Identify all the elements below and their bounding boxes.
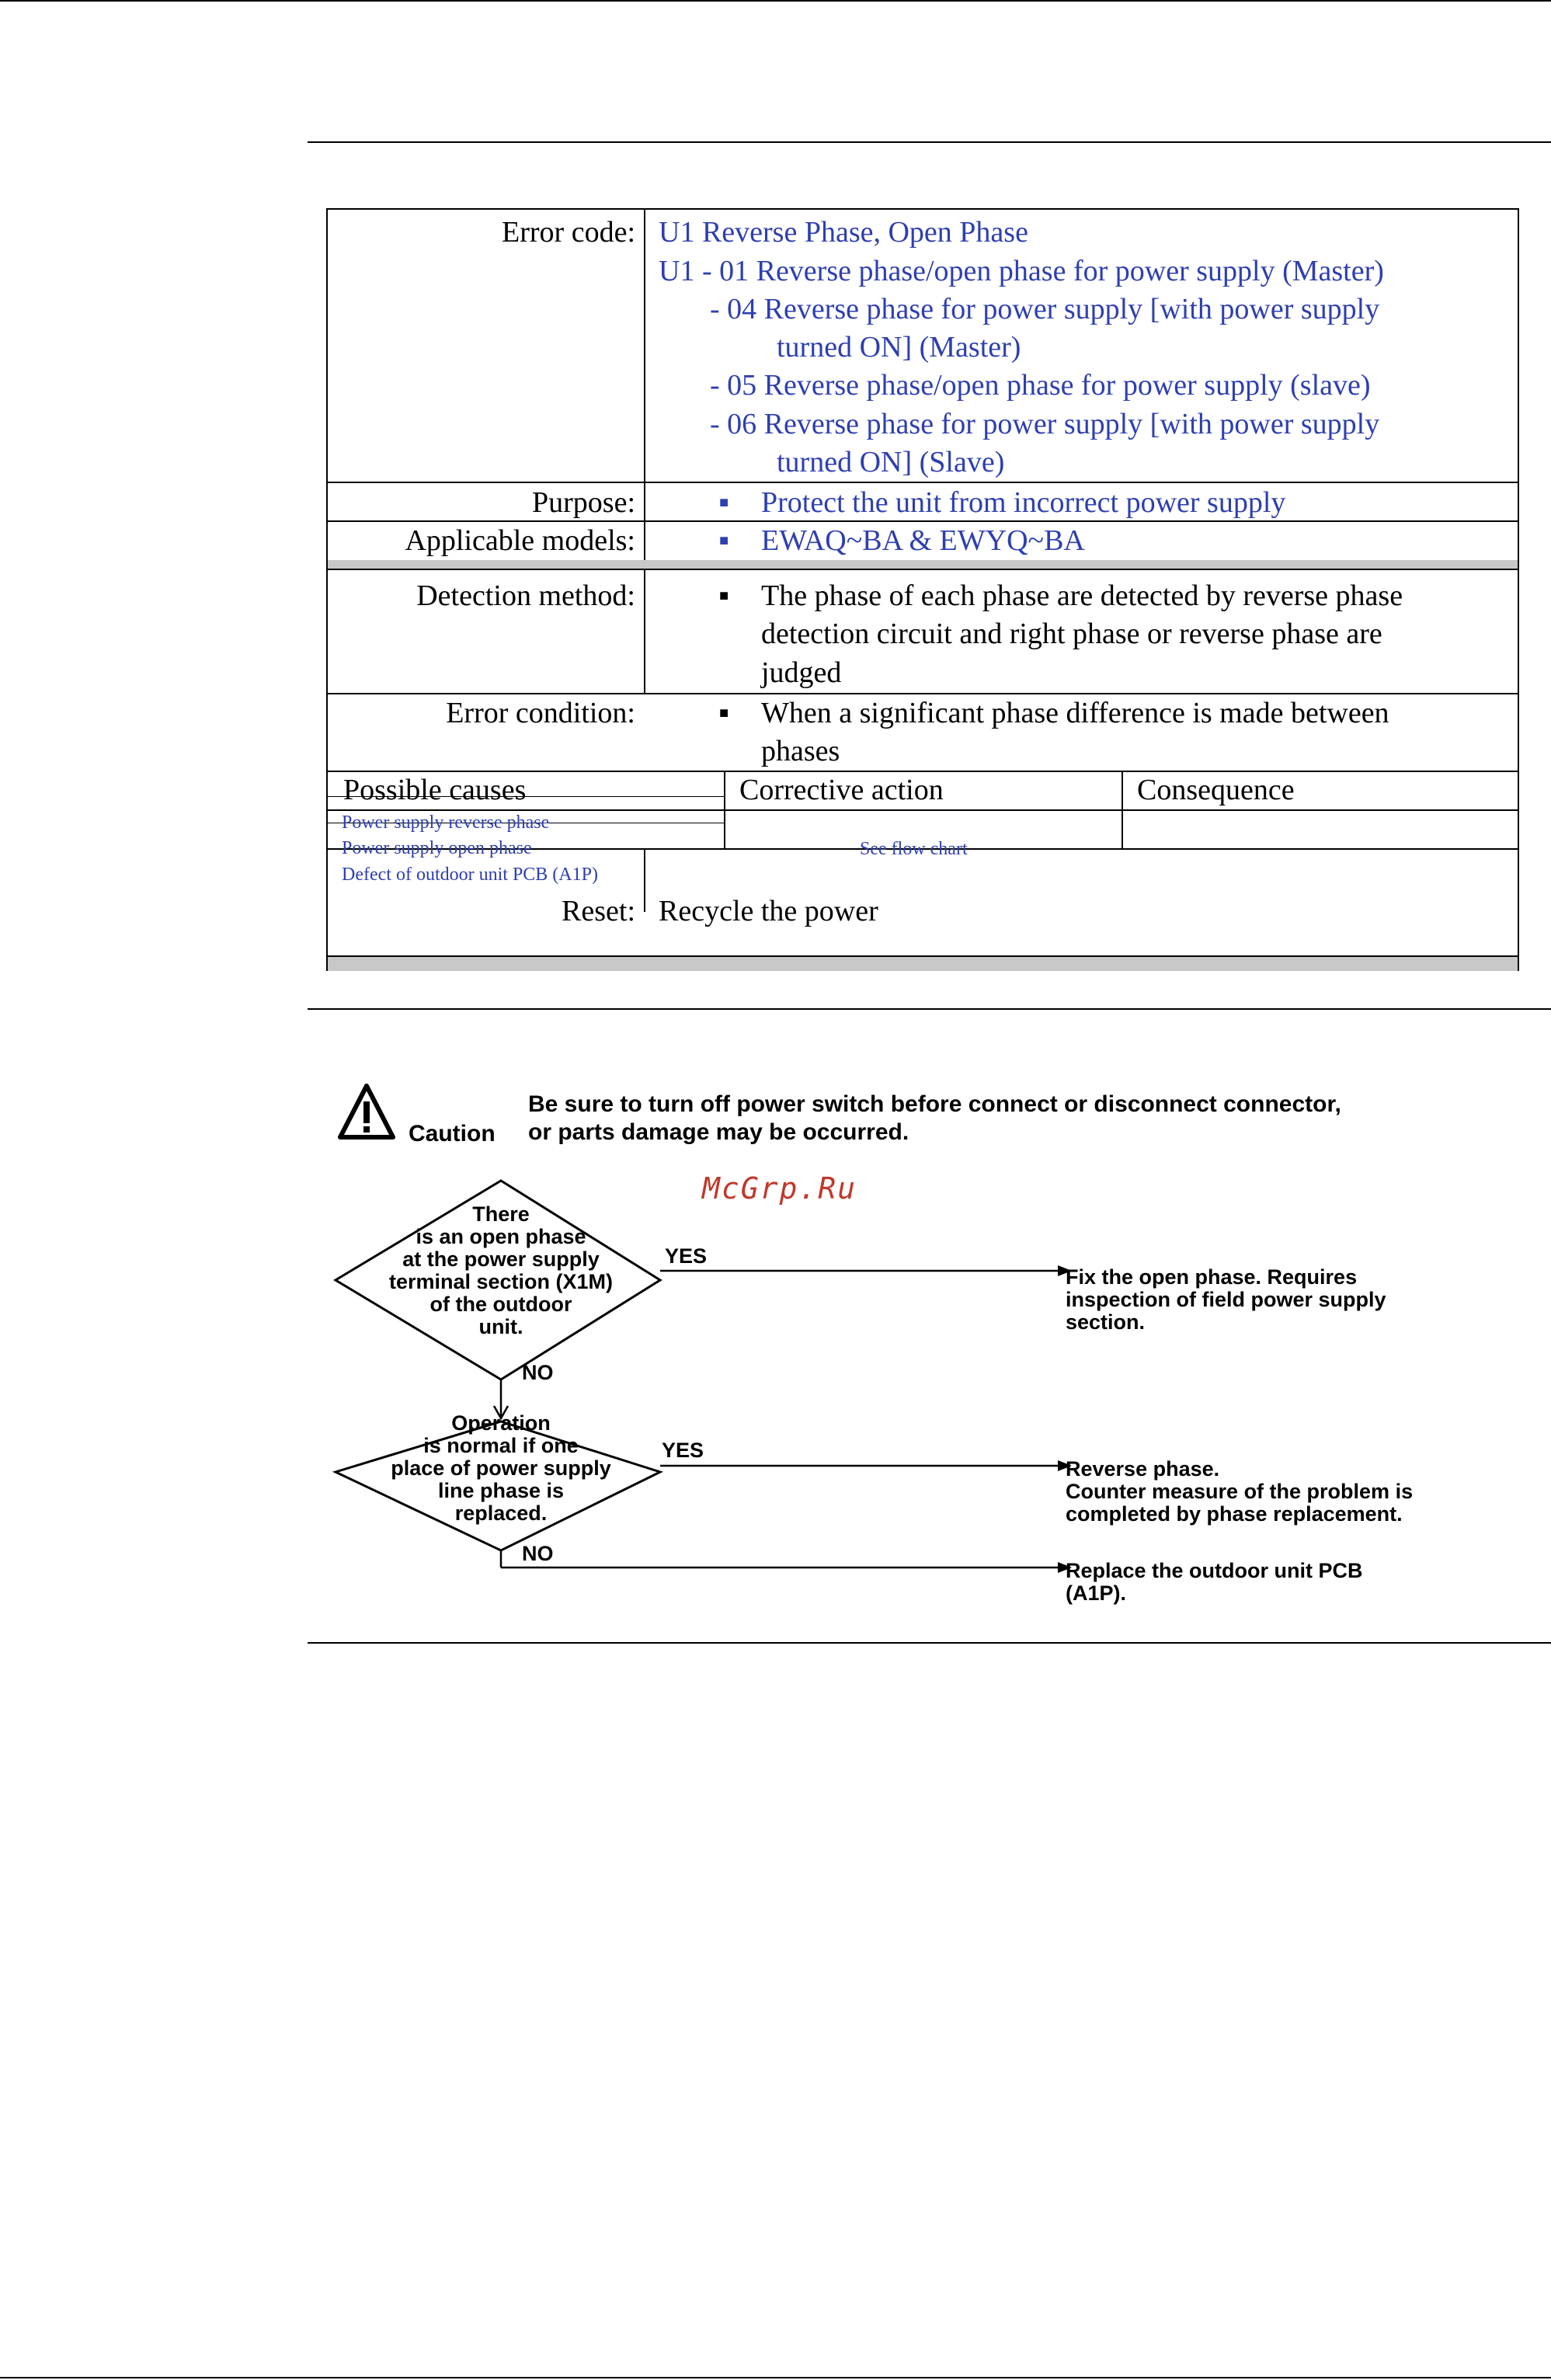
col-corrective-action: Corrective action	[739, 774, 944, 806]
col-possible-causes: Possible causes	[343, 774, 527, 806]
page-top-rule	[0, 0, 1551, 2]
result-2-line-3: completed by phase replacement.	[1066, 1502, 1403, 1526]
detection-line-2: detection circuit and right phase or reverse phase are	[761, 618, 1382, 650]
decision-1-line-5: of the outdoor	[429, 1293, 572, 1316]
error-code-line-3: - 04 Reverse phase for power supply [with power supply	[710, 293, 1380, 325]
error-code-line-6: - 06 Reverse phase for power supply [with power supply	[710, 408, 1380, 440]
decision-1-line-6: unit.	[478, 1315, 523, 1338]
warning-triangle-icon	[336, 1081, 398, 1143]
condition-line-2: phases	[761, 735, 840, 767]
decision-2-no-label: NO	[522, 1542, 554, 1565]
condition-bullet-icon: ■	[719, 705, 729, 722]
condition-label: Error condition:	[446, 697, 635, 729]
result-3-line-1: Replace the outdoor unit PCB	[1066, 1559, 1363, 1582]
decision-1-line-4: terminal section (X1M)	[388, 1270, 614, 1293]
error-code-line-7: turned ON] (Slave)	[777, 446, 1005, 478]
decision-2-line-3: place of power supply	[391, 1456, 611, 1480]
condition-line-1: When a significant phase difference is made between	[761, 697, 1389, 729]
detection-line-1: The phase of each phase are detected by reverse phase	[761, 579, 1403, 612]
decision-2-yes-label: YES	[662, 1439, 704, 1462]
result-2-line-2: Counter measure of the problem is	[1066, 1480, 1414, 1503]
section-rule-top	[308, 141, 1551, 143]
result-2-line-1: Reverse phase.	[1066, 1457, 1220, 1481]
caution-label: Caution	[409, 1121, 496, 1147]
error-code-line-2: U1 - 01 Reverse phase/open phase for power supply (Master)	[659, 255, 1384, 287]
section-rule-middle	[308, 1008, 1551, 1010]
decision-2-line-2: is normal if one	[423, 1434, 579, 1457]
corrective-action-value: See flow chart	[860, 839, 968, 859]
error-code-table	[326, 208, 1519, 971]
error-code-label: Error code:	[502, 216, 635, 249]
decision-1-line-1: There	[472, 1202, 530, 1226]
detection-label: Detection method:	[416, 579, 635, 612]
caution-line-1: Be sure to turn off power switch before connect or disconnect connector,	[528, 1091, 1341, 1117]
result-1-line-3: section.	[1066, 1310, 1146, 1334]
result-1-line-2: inspection of field power supply	[1066, 1288, 1386, 1311]
error-code-line-1: U1 Reverse Phase, Open Phase	[659, 216, 1028, 249]
caution-line-2: or parts damage may be occurred.	[528, 1119, 909, 1145]
models-label: Applicable models:	[405, 524, 635, 557]
purpose-label: Purpose:	[532, 486, 635, 519]
result-3-line-2: (A1P).	[1066, 1581, 1127, 1605]
decision-2-line-4: line phase is	[437, 1479, 565, 1502]
error-code-line-5: - 05 Reverse phase/open phase for power supply (slave)	[710, 369, 1371, 402]
reset-label: Reset:	[562, 895, 635, 927]
purpose-bullet-icon: ■	[719, 494, 729, 511]
models-bullet-icon: ■	[719, 532, 729, 549]
watermark: McGrp.Ru	[702, 1171, 857, 1206]
cause-3: Defect of outdoor unit PCB (A1P)	[342, 865, 598, 885]
page-bottom-rule	[0, 2377, 1551, 2378]
detection-line-3: judged	[761, 656, 842, 689]
decision-1-yes-label: YES	[665, 1244, 708, 1268]
detection-bullet-icon: ■	[719, 587, 729, 604]
decision-1-line-3: at the power supply	[402, 1247, 600, 1271]
decision-2-line-5: replaced.	[454, 1501, 548, 1525]
cause-2: Power supply open phase	[342, 838, 532, 858]
decision-1-line-2: is an open phase	[416, 1225, 586, 1248]
result-1-line-1: Fix the open phase. Requires	[1066, 1265, 1358, 1289]
models-value: EWAQ~BA & EWYQ~BA	[761, 524, 1085, 557]
error-code-line-4: turned ON] (Master)	[777, 331, 1021, 364]
section-rule-bottom	[308, 1642, 1551, 1644]
col-consequence: Consequence	[1137, 774, 1295, 806]
cause-1: Power supply reverse phase	[342, 812, 550, 833]
reset-value: Recycle the power	[659, 895, 878, 927]
decision-1-no-label: NO	[522, 1361, 554, 1384]
decision-2-line-1: Operation	[451, 1411, 551, 1435]
purpose-value: Protect the unit from incorrect power supply	[761, 486, 1286, 519]
